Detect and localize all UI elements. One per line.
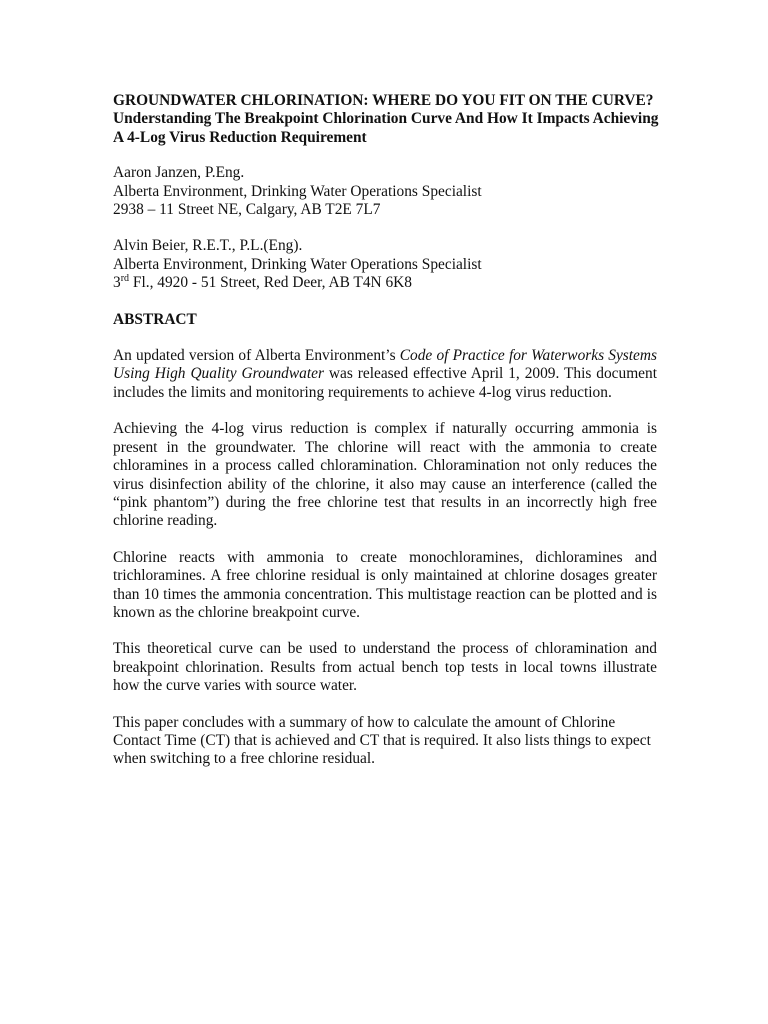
author-2-address-prefix: 3 xyxy=(113,274,121,292)
author-2-address xyxy=(113,274,657,292)
author-2-address-superscript: rd xyxy=(120,273,130,285)
title-line-2: Understanding The Breakpoint Chlorination Curve And How It Impacts Achieving xyxy=(113,110,659,128)
author-block-1 xyxy=(113,164,657,219)
abstract-heading: ABSTRACT xyxy=(113,310,197,328)
author-1-name: Aaron Janzen, P.Eng. xyxy=(113,164,245,182)
author-2-address-rest: Fl., 4920 - 51 Street, Red Deer, AB T4N 6K8 xyxy=(129,274,412,292)
abstract-p1-post: was released effective April 1, 2009. This document includes the limits and monitoring requirements to achieve 4-log virus reduction. xyxy=(113,365,657,401)
abstract-p1-italic-title: Code of Practice for Waterworks Systems Using High Quality Groundwater xyxy=(113,347,657,383)
abstract-p1-pre: An updated version of Alberta Environment’s xyxy=(113,347,400,365)
page-content xyxy=(113,92,657,769)
author-2-role: Alberta Environment, Drinking Water Operations Specialist xyxy=(113,255,482,273)
author-1-role: Alberta Environment, Drinking Water Operations Specialist xyxy=(113,182,482,200)
title-line-1: GROUNDWATER CHLORINATION: WHERE DO YOU FIT ON THE CURVE? xyxy=(113,92,654,109)
abstract-paragraph-5: This paper concludes with a summary of how to calculate the amount of Chlorine Contact Time (CT) that is achieved and CT that is required. It also lists things to expect when switching to a free chlorine residual. xyxy=(113,713,651,768)
author-2-name: Alvin Beier, R.E.T., P.L.(Eng). xyxy=(113,237,303,255)
title-line-3: A 4-Log Virus Reduction Requirement xyxy=(113,128,367,146)
author-1-address: 2938 – 11 Street NE, Calgary, AB T2E 7L7 xyxy=(113,201,381,219)
abstract-paragraph-4: This theoretical curve can be used to understand the process of chloramination and breakpoint chlorination. Results from actual bench top tests in local towns illustrate how the curve varies with source water. xyxy=(113,640,657,695)
abstract-paragraph-1 xyxy=(113,347,657,402)
abstract-paragraph-3: Chlorine reacts with ammonia to create monochloramines, dichloramines and trichloramines. A free chlorine residual is only maintained at chlorine dosages greater than 10 times the ammonia concentration. This multistage reaction can be plotted and is known as the chlorine breakpoint curve. xyxy=(113,548,657,621)
author-block-2 xyxy=(113,237,657,292)
paper-title xyxy=(113,92,657,147)
abstract-paragraph-2: Achieving the 4-log virus reduction is complex if naturally occurring ammonia is present in the groundwater. The chlorine will react with the ammonia to create chloramines in a process called chloramination. Chloramination not only reduces the virus disinfection ability of the chlorine, it also may cause an interference (called the “pink phantom”) during the free chlorine test that results in an incorrectly high free chlorine reading. xyxy=(113,420,657,530)
